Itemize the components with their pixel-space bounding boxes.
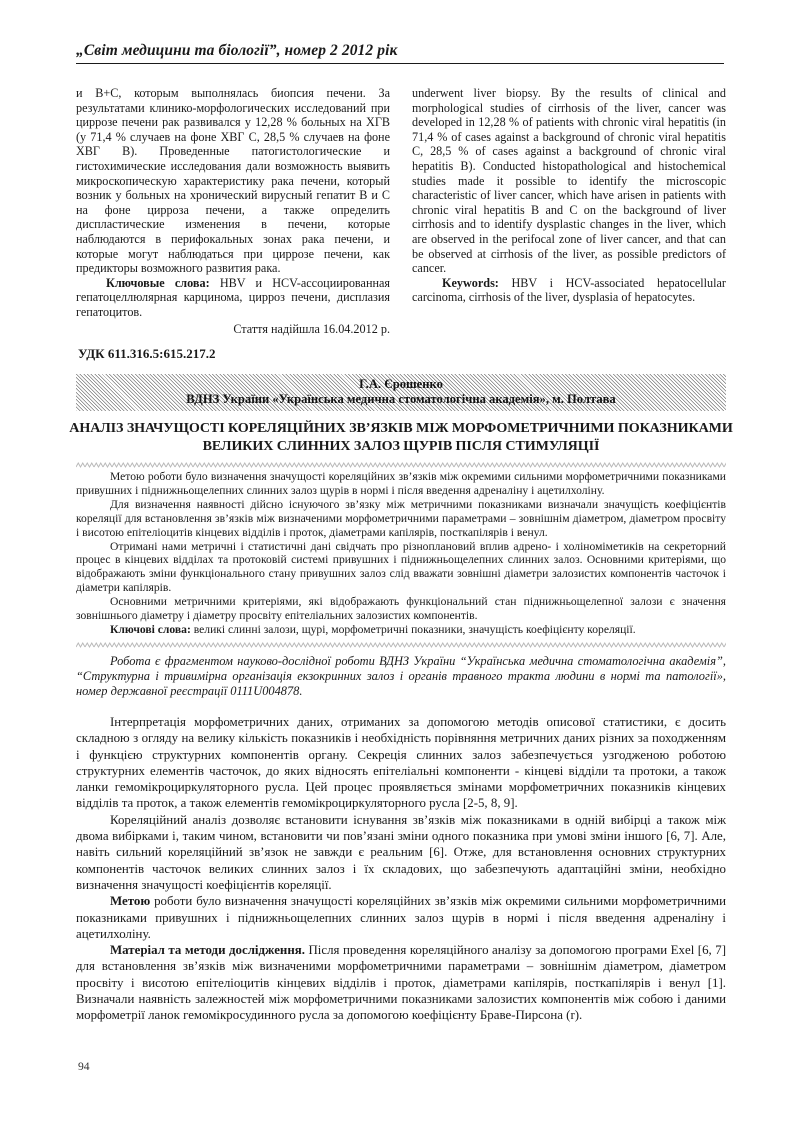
body-paragraph-4-label: Матеріал та методи дослідження. [110,943,305,958]
abstract-en-keywords-text: HBV i HCV-associated hepatocellular carcinoma, cirrhosis of the liver, dysplasia of hepatocytes. [412,275,726,305]
running-head [76,42,724,64]
abstract-ua-p1: Метою роботи було визначення значущості кореляційних зв’язків між окремими сильними морфометричними показниками привушних і піднижньощелепних слинних залоз щурів в нормі і після введення адреналіну і ацетилхоліну. [76,470,726,497]
body-paragraph-1: Інтерпретація морфометричних даних, отриманих за допомогою методів описової статистики, є досить складною з огляду на велику кількість показників і необхідність порівняння метричних даних різних за походженням і функцією структурних компонентів органу. Секреція слинних залоз забезпечується узгодженою роботою структурних елементів часточок, до яких відносять епітеліальні компоненти - кінцеві відділи та протоки, а також ланки гемомікроциркуляторного русла. Цей процес проявляється змінами морфометричних показників кінцевих відділів та проток, а також елементів гемомікроциркуляторного русла [2-5, 8, 9]. [76,715,726,811]
funding-note-text: Робота є фрагментом науково-дослідної роботи ВДНЗ України “Українська медична стоматологічна академія”, “Структурна і тривимірна організація екзокринних залоз і органів травного тракта людини в нормі та патології», номер державної реєстрації 0111U004878. [76,654,726,699]
article-body [76,714,726,1024]
page-number: 94 [78,1060,90,1073]
abstract-ukrainian [76,470,726,637]
abstract-column-russian [76,86,390,336]
funding-note [76,654,726,700]
abstract-ru-keywords-text: HBV и HCV-ассоциированная гепатоцеллюлярная карцинома, цирроз печени, дисплазия гепатоцитов. [76,275,390,319]
abstract-ua-p4: Основними метричними критеріями, які відображають функціональний стан піднижньощелепної залози є значення зовнішнього діаметру і діаметру просвіту епітеліальних залозистих компонентів. [76,595,726,623]
body-paragraph-3-text: роботи було визначення значущості кореляційних зв’язків між окремими сильними морфометричними показниками привушних і піднижньощелепних слинних залоз щурів в нормі і після введення адреналіну і ацетилхоліну. [76,894,726,941]
author-affiliation: ВДНЗ України «Українська медична стоматологічна академія», м. Полтава [186,392,616,406]
zigzag-rule-top [76,461,726,469]
running-head-rule [76,63,724,64]
abstract-en-keywords [412,276,726,305]
abstract-en-keywords-label: Keywords: [442,275,499,290]
body-paragraph-4-text: Після проведення кореляційного аналізу за допомогою програми Exel [6, 7] для встановлення зв’язків між визначеними морфометричними параметрами – зовнішнім діаметром, діаметром просвіту і висотою епітеліоцитів кінцевих відділів і проток, діаметрами капілярів, посткапілярів і венул [1]. Визначали наявність залежностей між морфометричними показниками залозистих компонентів між собою і даними морфометрії ланок гемомікросудинного русла за допомогою коефіцієнту Браве-Пирсона (r). [76,943,726,1023]
abstract-ru-keywords-label: Ключовые слова: [106,275,210,290]
udc-code: УДК 611.316.5:615.217.2 [78,346,216,361]
author-name: Г.А. Єрошенко [359,377,443,391]
running-head-title: „Світ медицини та біології”, номер 2 2012 рік [76,42,398,59]
abstract-columns [76,86,726,336]
zigzag-rule-bottom [76,641,726,649]
abstract-ua-keywords [76,623,726,637]
abstract-ru-body: и В+С, которым выполнялась биопсия печени. За результатами клинико-морфологических исследований при циррозе печени рак развивался у 12,28 % больных на ХГВ (у 71,4 % случаев на фоне ХВГ С, 28,5 % случаев на фоне ХВГ В). Проведенные патогистологические и гистохимические исследования дали возможность выявить микроскопическую характеристику рака печени, который возник у больных на хронический вирусный гепатит В и С на фоне цирроза печени, а также определить диспластические изменения в печени, которые наблюдаются в перифокальных зонах рака печени, и которые могут наблюдаться при циррозе печени, как предикторы возможного развития рака. [76,86,390,276]
abstract-ua-p2: Для визначення наявності дійсно існуючого зв’язку між метричними показниками визначали значущість коефіцієнтів кореляції для встановлення зв’язків між визначеними морфометричними параметрами – зовнішнім діаметром, діаметром просвіту і висотою епітеліоцитів кінцевих відділів і проток, діаметрами капілярів, посткапілярів і венул. [76,497,726,539]
body-paragraph-4 [76,942,726,1023]
abstract-ua-keywords-label: Ключові слова: [110,622,191,636]
abstract-ua-keywords-text: великі слинні залози, щурі, морфометричні показники, значущість коефіцієнту кореляції. [190,622,636,636]
abstract-ua-p3: Отримані нами метричні і статистичні дані свідчать про різноплановий вплив адрено- і холіноміметиків на секреторний процес в кінцевих відділах та протоковій системі привушних і піднижньощелепних слинних залоз. Основними критеріями, що відображають зміни функціонального стану привушних залоз слід вважати зовнішні діаметри залозистих компонентів часточок і діаметри капілярів. [76,539,726,595]
body-paragraph-3 [76,893,726,942]
received-date: Стаття надійшла 16.04.2012 р. [233,321,390,336]
author-banner [76,374,726,411]
body-paragraph-2: Кореляційний аналіз дозволяє встановити існування зв’язків між показниками в одній вибірці а також між двома вибірками і, таким чином, встановити чи пов’язані зміни одного показника при умові зміни іншого [6, 7]. Але, навіть сильний кореляційний зв’язок не завжди є реальним [6]. Отже, для встановлення основних структурних компонентів часточок великих слинних залоз і їх складових, що забезпечують адаптаційні зміни, необхідно визначення значущості коефіцієнтів кореляції. [76,812,726,892]
abstract-column-english [412,86,726,336]
abstract-en-body: underwent liver biopsy. By the results of clinical and morphological studies of cirrhosis of the liver, cancer was developed in 12,28 % of patients with chronic viral hepatitis (in 71,4 % of cases against a background of chronic viral hepatitis C, 28,5 % of cases against a background of chronic viral hepatitis B). Conducted histopathological and histochemical studies made it possible to identify the microscopic characteristic of liver cancer, which have arisen in patients with chronic viral hepatitis B and C on the background of liver cirrhosis and to identify dysplastic changes in the liver, which are observed in the perifocal zone of liver cancer, and that can be observed at cirrhosis of the liver, as possible predictors of cancer. [412,86,726,276]
article-title: АНАЛІЗ ЗНАЧУЩОСТІ КОРЕЛЯЦІЙНИХ ЗВ’ЯЗКІВ МІЖ МОРФОМЕТРИЧНИМИ ПОКАЗНИКАМИ ВЕЛИКИХ СЛИННИХ ЗАЛОЗ ЩУРІВ ПІСЛЯ СТИМУЛЯЦІЇ [69,420,733,454]
body-paragraph-3-label: Метою [110,894,151,909]
abstract-ru-keywords [76,276,390,320]
